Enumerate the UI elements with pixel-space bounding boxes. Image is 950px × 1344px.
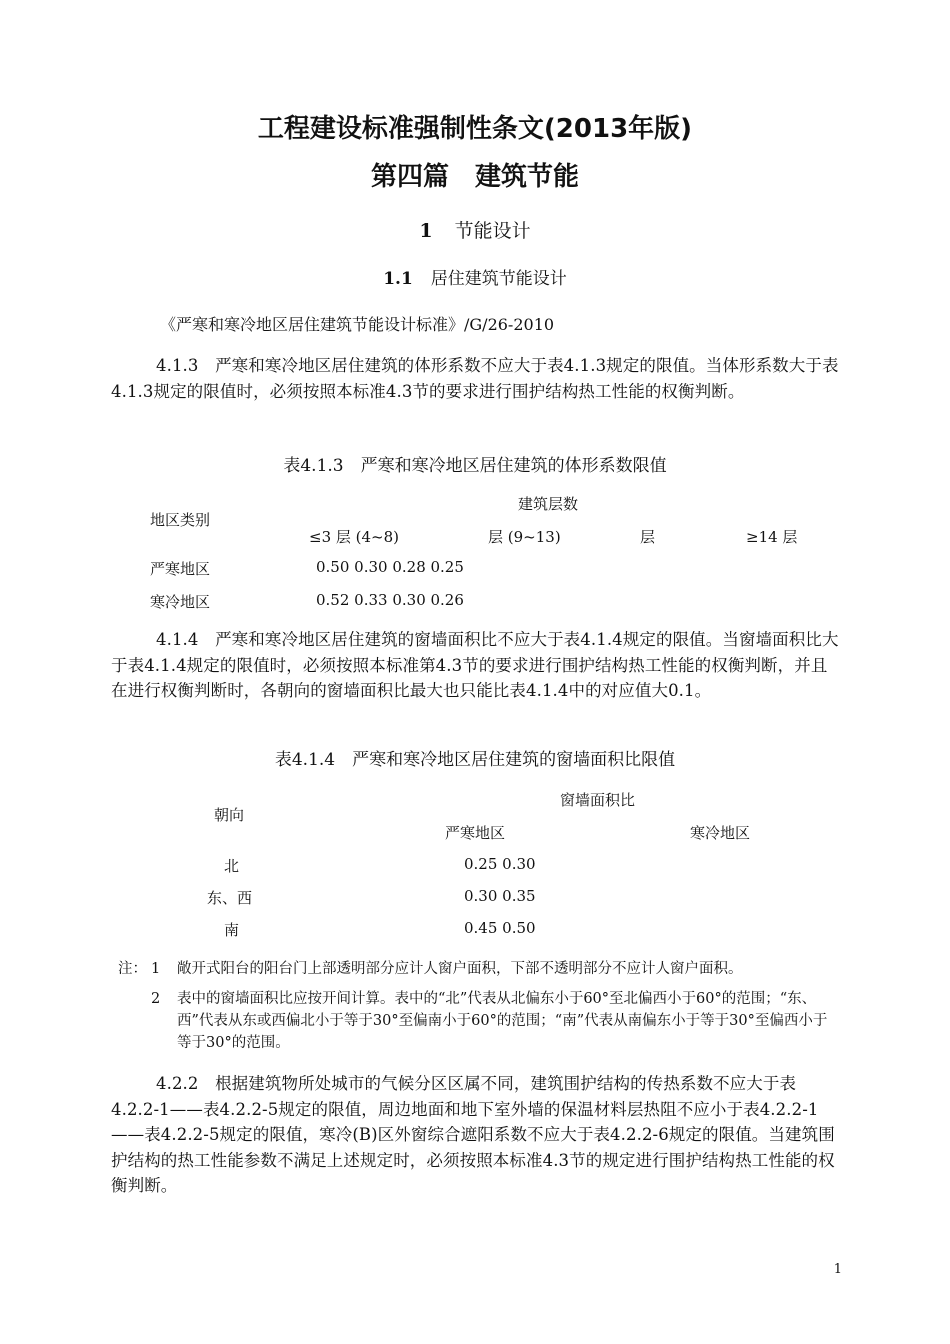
note-1-number: 1 xyxy=(151,961,161,977)
chapter-number: 1 xyxy=(419,220,433,242)
table1-col-3: 层 xyxy=(640,528,656,546)
chapter-title: 节能设计 xyxy=(454,220,531,242)
table2-row-3-label: 南 xyxy=(224,921,240,939)
chapter-heading xyxy=(0,216,950,243)
note-2-number: 2 xyxy=(151,991,161,1007)
table2-row-header: 朝向 xyxy=(214,806,245,824)
notes-label: 注： xyxy=(118,961,147,977)
table1-row-1-label: 严寒地区 xyxy=(150,560,211,578)
note-2-text: 表中的窗墙面积比应按开间计算。表中的“北”代表从北偏东小于60°至北偏西小于60°的范围；“东、西”代表从东或西偏北小于等于30°至偏南小于60°的范围；“南”代表从南偏东小于等于30°至偏西小于等于30°的范围。 xyxy=(177,991,828,1051)
section-number: 1.1 xyxy=(383,269,413,289)
table1-col-4: ≥14 层 xyxy=(746,528,798,546)
clause-4-1-4: 4.1.4 严寒和寒冷地区居住建筑的窗墙面积比不应大于表4.1.4规定的限值。当窗墙面积比大于表4.1.4规定的限值时，必须按照本标准第4.3节的要求进行围护结构热工性能的权衡判断，并且在进行权衡判断时，各朝向的窗墙面积比最大也只能比表4.1.4中的对应值大0.1。 xyxy=(111,630,839,700)
table1-row-1-values: 0.50 0.30 0.28 0.25 xyxy=(316,558,464,576)
clause-4-2-2: 4.2.2 根据建筑物所处城市的气候分区区属不同，建筑围护结构的传热系数不应大于表4.2.2-1——表4.2.2-5规定的限值，周边地面和地下室外墙的保温材料层热阻不应小于表4.2.2-1——表4.2.2-5规定的限值，寒冷(B)区外窗综合遮阳系数不应大于表4.2.2-6规定的限值。当建筑围护结构的热工性能参数不满足上述规定时，必须按照本标准4.3节的规定进行围护结构热工性能的权衡判断。 xyxy=(111,1074,835,1195)
standard-reference: 《严寒和寒冷地区居住建筑节能设计标准》/G/26-2010 xyxy=(160,315,555,334)
table1-col-2: 层 (9~13) xyxy=(488,528,561,546)
page-number: 1 xyxy=(833,1262,842,1277)
table1-col-1: ≤3 层 (4~8) xyxy=(309,528,400,546)
table1-row-header: 地区类别 xyxy=(150,511,211,529)
table2-row-1-label: 北 xyxy=(224,857,240,875)
section-heading xyxy=(0,264,950,289)
table2-row-1-values: 0.25 0.30 xyxy=(464,855,536,873)
table2-row-2-label: 东、西 xyxy=(207,889,253,907)
table2-row-2-values: 0.30 0.35 xyxy=(464,887,536,905)
document-title: 工程建设标准强制性条文(2013年版) xyxy=(257,114,693,144)
table-4-1-4-caption: 表4.1.4 严寒和寒冷地区居住建筑的窗墙面积比限值 xyxy=(274,750,676,770)
table1-group-header: 建筑层数 xyxy=(518,495,579,513)
section-title: 居住建筑节能设计 xyxy=(430,269,567,289)
table2-col-2: 寒冷地区 xyxy=(690,824,751,842)
table2-row-3-values: 0.45 0.50 xyxy=(464,919,536,937)
part-title: 第四篇 建筑节能 xyxy=(370,162,579,192)
table1-row-2-values: 0.52 0.33 0.30 0.26 xyxy=(316,591,464,609)
clause-4-1-3: 4.1.3 严寒和寒冷地区居住建筑的体形系数不应大于表4.1.3规定的限值。当体形系数大于表4.1.3规定的限值时，必须按照本标准4.3节的要求进行围护结构热工性能的权衡判断。 xyxy=(111,356,839,401)
table2-group-header: 窗墙面积比 xyxy=(560,791,636,809)
table-4-1-3-caption: 表4.1.3 严寒和寒冷地区居住建筑的体形系数限值 xyxy=(283,456,667,476)
table1-row-2-label: 寒冷地区 xyxy=(150,593,211,611)
note-1-text: 敞开式阳台的阳台门上部透明部分应计人窗户面积，下部不透明部分不应计人窗户面积。 xyxy=(177,961,743,977)
table2-col-1: 严寒地区 xyxy=(445,824,506,842)
